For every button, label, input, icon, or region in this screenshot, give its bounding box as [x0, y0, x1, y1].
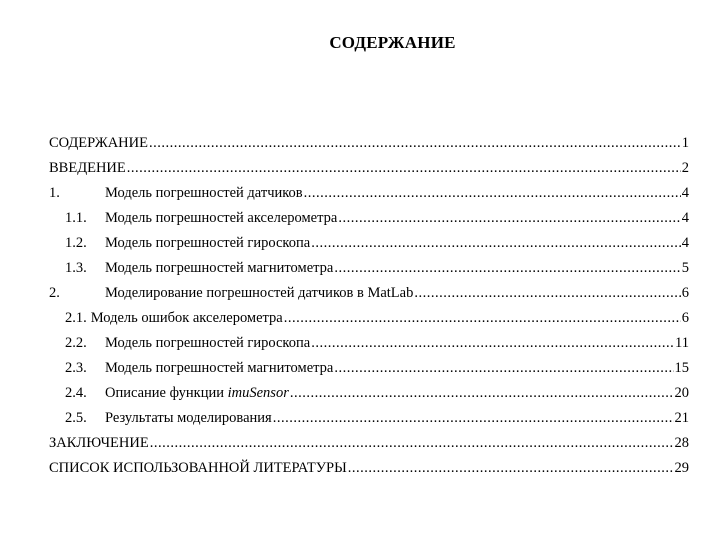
dot-leader [284, 306, 681, 331]
toc-entry-number: 2.5. [65, 410, 87, 426]
dot-leader [311, 331, 674, 356]
dot-leader [304, 181, 681, 206]
toc-entry-number: 2. [49, 285, 60, 301]
dot-leader [334, 256, 680, 281]
toc-entry-section-1-3[interactable] [49, 256, 689, 281]
toc-entry-label: Результаты моделирования [105, 410, 272, 426]
toc-entry-number: 2.4. [65, 385, 87, 401]
toc-page-number: 6 [681, 310, 689, 326]
toc-entry-number: 2.3. [65, 360, 87, 376]
toc-page-number: 2 [681, 160, 689, 176]
toc-entry-section-2-1[interactable] [49, 306, 689, 331]
dot-leader [334, 356, 673, 381]
toc-page-number: 21 [674, 410, 689, 426]
toc-entry-label: Модель погрешностей гироскопа [105, 335, 311, 351]
toc-entry-number: 1.2. [65, 235, 87, 251]
toc-entry-section-2-4[interactable] [49, 381, 689, 406]
toc-entry-number: 1. [49, 185, 60, 201]
dot-leader [348, 456, 674, 481]
toc-entry-section-2-2[interactable] [49, 331, 689, 356]
toc-entry-number: 2.2. [65, 335, 87, 351]
toc-entry-label [105, 381, 289, 406]
dot-leader [338, 206, 680, 231]
toc-entry-conclusion[interactable] [49, 431, 689, 456]
toc-page-number: 4 [681, 210, 689, 226]
dot-leader [149, 131, 681, 156]
toc-page-number: 4 [681, 185, 689, 201]
toc-entry-section-2[interactable] [49, 281, 689, 306]
toc-entry-number: 2.1. [65, 310, 87, 326]
toc-entry-label-text: Описание функции [105, 385, 228, 401]
dot-leader [290, 381, 674, 406]
dot-leader [273, 406, 674, 431]
toc-page-number: 6 [681, 285, 689, 301]
toc-page-number: 20 [674, 385, 689, 401]
toc-page-number: 29 [674, 460, 689, 476]
toc-entry-section-2-5[interactable] [49, 406, 689, 431]
toc-entry-references[interactable] [49, 456, 689, 481]
dot-leader [414, 281, 680, 306]
dot-leader [311, 231, 681, 256]
toc-page-number: 28 [674, 435, 689, 451]
dot-leader [150, 431, 674, 456]
toc-entry-label: ВВЕДЕНИЕ [49, 160, 126, 176]
toc-entry-label: Модель погрешностей магнитометра [105, 260, 334, 276]
toc-page-number: 11 [675, 335, 689, 351]
toc-page-number: 4 [681, 235, 689, 251]
toc-entry-label: ЗАКЛЮЧЕНИЕ [49, 435, 149, 451]
toc-entry-label: СОДЕРЖАНИЕ [49, 135, 148, 151]
toc-entry-label: Модель погрешностей акселерометра [105, 210, 338, 226]
toc-entry-label: Модель погрешностей магнитометра [105, 360, 334, 376]
function-name: imuSensor [227, 385, 289, 401]
page-title: СОДЕРЖАНИЕ [329, 33, 456, 52]
toc-entry-introduction[interactable] [49, 156, 689, 181]
toc-entry-label: Моделирование погрешностей датчиков в MatLab [105, 285, 414, 301]
toc-entry-label: Модель погрешностей датчиков [105, 185, 303, 201]
toc-page-number: 5 [681, 260, 689, 276]
table-of-contents [49, 131, 689, 481]
dot-leader [127, 156, 681, 181]
toc-entry-section-1-2[interactable] [49, 231, 689, 256]
toc-page-number: 15 [674, 360, 689, 376]
toc-entry-section-1-1[interactable] [49, 206, 689, 231]
toc-entry-number: 1.3. [65, 260, 87, 276]
toc-page-number: 1 [681, 135, 689, 151]
toc-entry-label: Модель погрешностей гироскопа [105, 235, 311, 251]
toc-entry-label: СПИСОК ИСПОЛЬЗОВАННОЙ ЛИТЕРАТУРЫ [49, 460, 347, 476]
toc-entry-section-1[interactable] [49, 181, 689, 206]
toc-entry-label: Модель ошибок акселерометра [90, 310, 283, 326]
toc-entry-number: 1.1. [65, 210, 87, 226]
toc-entry-section-2-3[interactable] [49, 356, 689, 381]
toc-entry-contents[interactable] [49, 131, 689, 156]
